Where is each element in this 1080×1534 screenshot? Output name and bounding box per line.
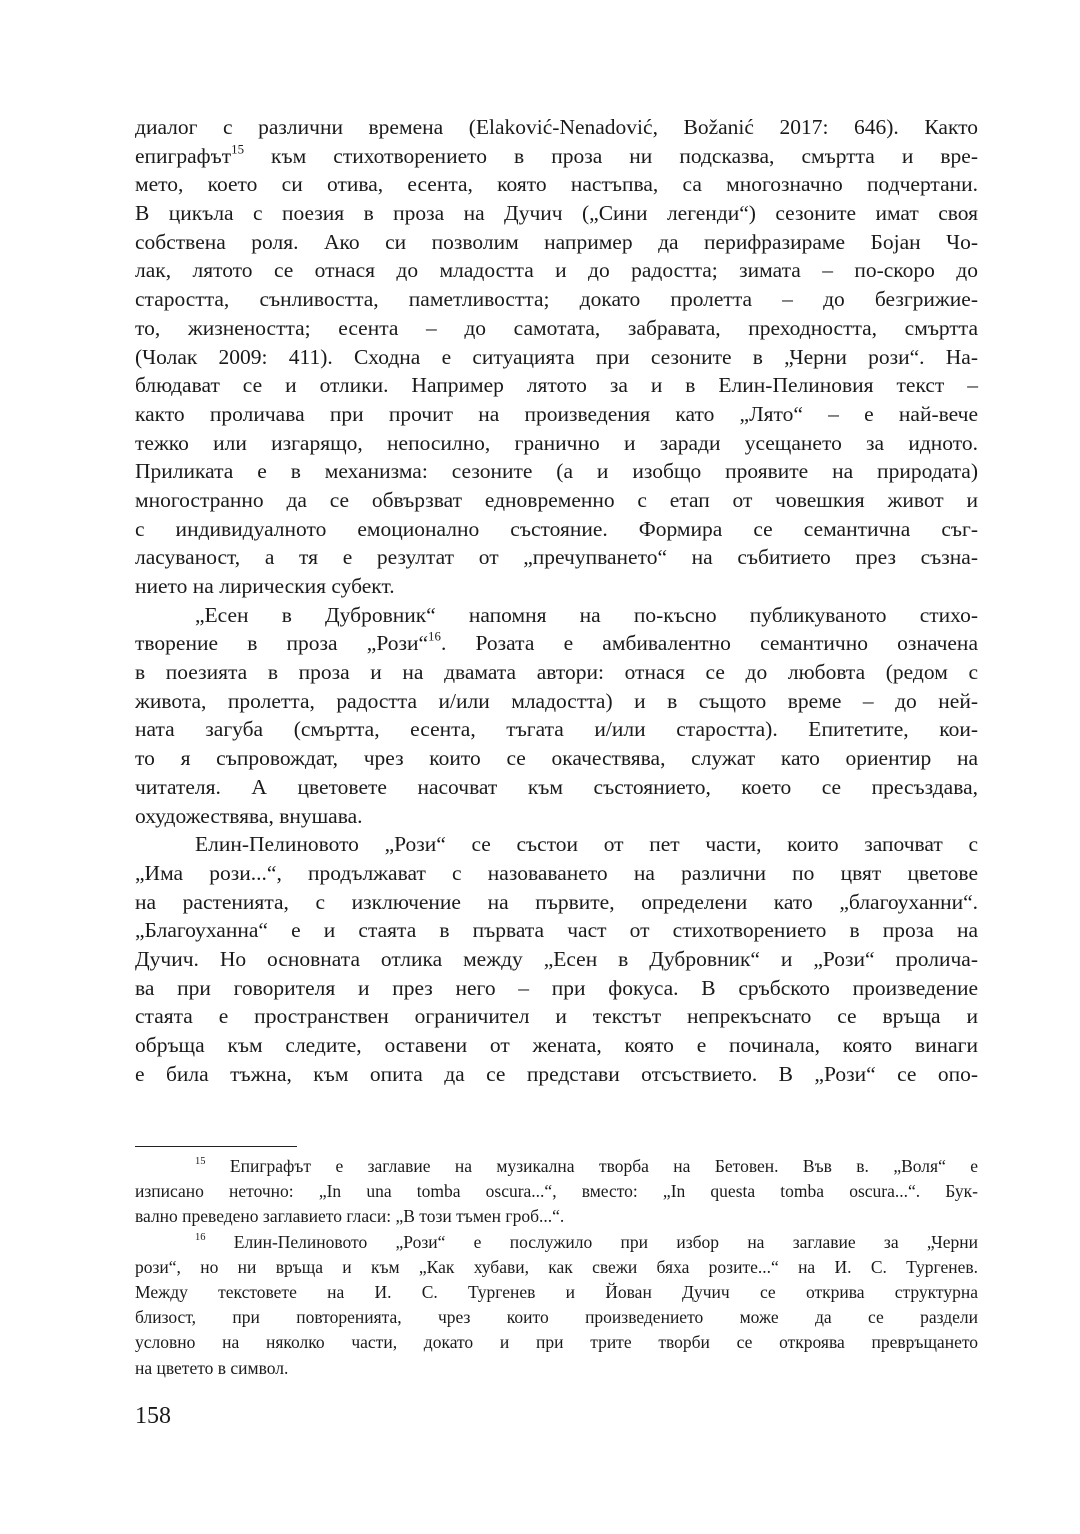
footnote-ref[interactable]: 16 xyxy=(195,1231,206,1243)
text-line: „Благоуханна“ е и стаята в първата част от стихотворението в проза на xyxy=(135,918,978,943)
text-line: близост, при повторенията, чрез които произведението може да се раздели xyxy=(135,1307,978,1328)
text-line: с индивидуалното емоционално състояние. Формира се семантична съг- xyxy=(135,516,978,541)
text-line: стаята е пространствен ограничител и текстът непрекъснато се връща и xyxy=(135,1004,978,1029)
text-line: на растенията, с изключение на първите, определени като „благоуханни“. xyxy=(135,889,978,914)
text-line: читателя. А цветовете насочват към състоянието, което се пресъздава, xyxy=(135,774,978,799)
text-line: „Есен в Дубровник“ напомня на по-късно публикуваното стихо- xyxy=(195,602,978,627)
text-line: мето, което си отива, есента, която настъпва, са многозначно подчертани. xyxy=(135,172,978,197)
text-line: живота, пролетта, радостта и/или младостта) и в същото време – до ней- xyxy=(135,688,978,713)
text-line: Елин-Пелиновото „Рози“ се състои от пет части, които започват с xyxy=(195,832,978,857)
text-line: многостранно да се обвързват едновременно с етап от човешкия живот и xyxy=(135,487,978,512)
text-line: (Чолак 2009: 411). Сходна е ситуацията при сезоните в „Черни рози“. На- xyxy=(135,344,978,369)
text-line: собствена роля. Ако си позволим например да перифразираме Бојан Чо- xyxy=(135,229,978,254)
text-line: нието на лирическия субект. xyxy=(135,574,395,598)
text-segment: творение в проза „Рози“ xyxy=(135,631,429,656)
text-segment: . Розата е амбивалентно семантично означена xyxy=(440,631,978,656)
text-line: Приликата е в механизма: сезоните (а и изобщо проявите на природата) xyxy=(135,459,978,484)
text-line: ва при говорителя и през него – при фокуса. В сръбското произведение xyxy=(135,975,978,1000)
text-line: охудожествява, внушава. xyxy=(135,803,363,828)
footnote-ref[interactable]: 16 xyxy=(428,629,441,644)
text-line: блюдават се и отлики. Например лятото за и в Елин-Пелиновия текст – xyxy=(135,373,978,398)
text-line: обръща към следите, оставени от жената, която е починала, която винаги xyxy=(135,1033,978,1057)
text-line: В цикъла с поезия в проза на Дучич („Сини легенди“) сезоните имат своя xyxy=(135,201,978,226)
text-line: вално преведено заглавието гласи: „В този тъмен гроб...“. xyxy=(135,1206,565,1227)
text-line xyxy=(135,629,978,658)
text-line: Дучич. Но основната отлика между „Есен в Дубровник“ и „Рози“ пролича- xyxy=(135,946,978,971)
text-line: Между текстовете на И. С. Тургенев и Йован Дучич се открива структурна xyxy=(135,1281,978,1302)
text-segment: Елин-Пелиновото „Рози“ е послужило при избор на заглавие за „Черни xyxy=(205,1231,978,1252)
text-line xyxy=(135,1154,978,1179)
body-text xyxy=(135,113,978,1088)
text-line: както проличава при прочит на произведения като „Лято“ – е най-вече xyxy=(135,401,978,426)
text-line: старостта, сънливостта, паметливостта; докато пролетта – до безгрижие- xyxy=(135,287,978,312)
text-line: изписано неточно: „In una tomba oscura...“, вместо: „In questa tomba oscura...“. Бук- xyxy=(135,1181,978,1202)
text-line: то, жизнеността; есента – до самотата, забравата, преходността, смъртта xyxy=(135,315,978,340)
text-line: ната загуба (смъртта, есента, тъгата и/или старостта). Епитетите, кои- xyxy=(135,717,978,742)
text-line: условно на няколко части, докато и при трите творби се откроява превръщането xyxy=(135,1332,978,1353)
paragraph xyxy=(135,830,978,1088)
text-line: диалог с различни времена (Elaković-Nenadović, Božanić 2017: 646). Както xyxy=(135,115,978,139)
footnote-separator xyxy=(135,1146,297,1147)
text-line: тежко или изгарящо, непосилно, гранично и заради усещането за идното. xyxy=(135,430,978,455)
text-line xyxy=(135,1230,978,1255)
text-line: то я съпровождат, чрез които се окачествява, служат като ориентир на xyxy=(135,746,978,771)
page-number: 158 xyxy=(135,1403,171,1429)
footnote-ref[interactable]: 15 xyxy=(231,142,245,157)
footnotes xyxy=(135,1154,978,1381)
footnote-ref[interactable]: 15 xyxy=(195,1156,206,1168)
text-line: на цветето в символ. xyxy=(135,1357,289,1378)
text-segment: към стихотворението в проза ни подсказва, смъртта и вре- xyxy=(244,143,978,168)
text-line: ласуваност, а тя е резултат от „пречупването“ на събитието през съзна- xyxy=(135,545,978,570)
text-segment: Епиграфът е заглавие на музикална творба на Бетовен. Във в. „Воля“ е xyxy=(205,1156,978,1176)
paragraph xyxy=(135,113,978,601)
text-line: в поезията в проза и на двамата автори: отнася се до любовта (редом с xyxy=(135,660,978,685)
footnote xyxy=(135,1154,978,1230)
text-line xyxy=(135,142,978,171)
text-line: е била тъжна, към опита да се представи отсъствието. В „Рози“ се опо- xyxy=(135,1061,978,1086)
text-line: „Има рози...“, продължават с назоваването на различни по цвят цветове xyxy=(135,860,978,885)
footnote xyxy=(135,1230,978,1381)
paragraph xyxy=(135,601,978,831)
text-line: рози“, но ни връща и към „Как хубави, как свежи бяха розите...“ на И. С. Тургенев. xyxy=(135,1256,978,1277)
text-segment: епиграфът xyxy=(135,143,232,168)
text-line: лак, лятото се отнася до младостта и до радостта; зимата – по-скоро до xyxy=(135,258,978,283)
